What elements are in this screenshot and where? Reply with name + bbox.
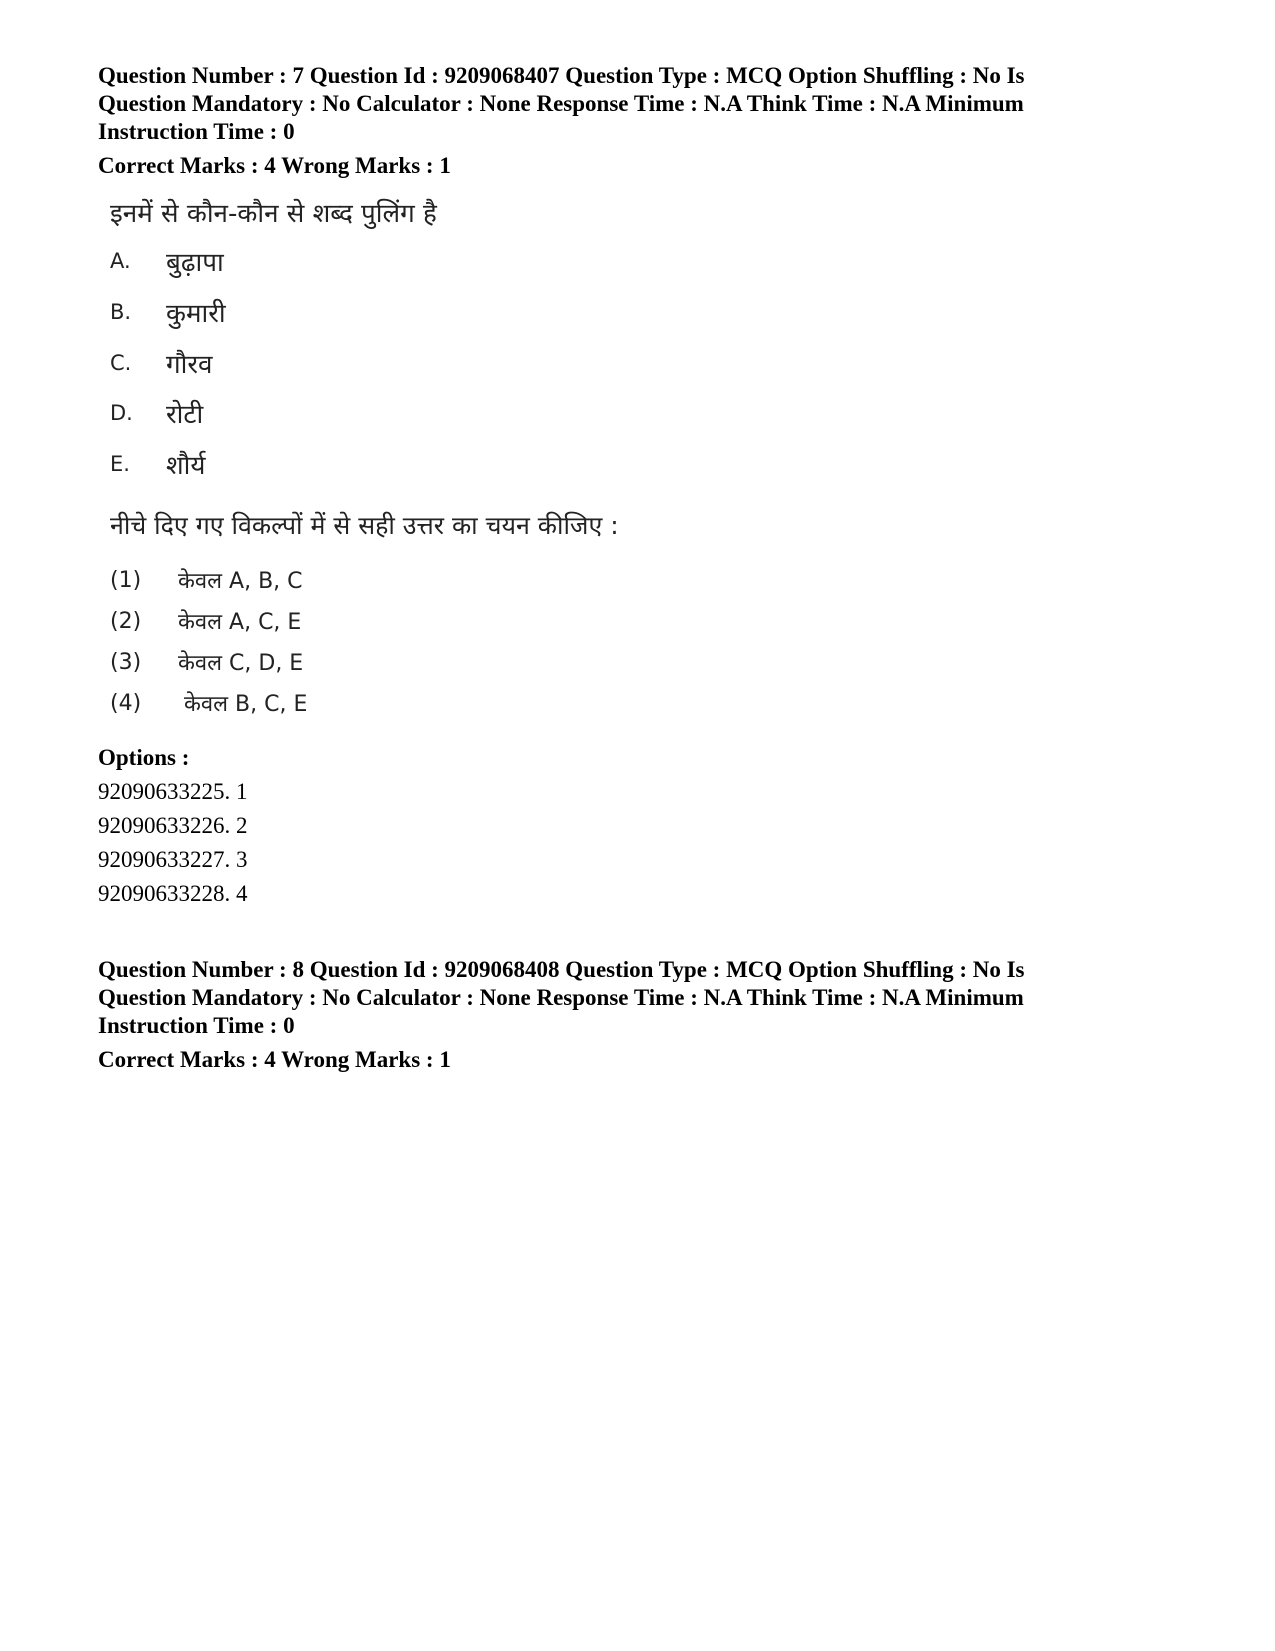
statement-word: गौरव [166, 350, 213, 380]
choice-1 [110, 563, 303, 597]
statement-letter: A. [110, 249, 131, 273]
statement-e [110, 447, 206, 481]
question-7-meta-line-3: Instruction Time : 0 [98, 119, 295, 144]
statement-word: रोटी [166, 400, 204, 430]
question-stem: इनमें से कौन-कौन से शब्द पुलिंग है [110, 199, 437, 229]
choice-number: (4) [110, 690, 142, 716]
choice-3 [110, 645, 303, 679]
question-instruction: नीचे दिए गए विकल्पों में से सही उत्तर का चयन कीजिए : [110, 511, 619, 540]
choice-text: केवल A, B, C [178, 569, 303, 594]
choice-text: केवल B, C, E [184, 692, 308, 717]
statement-word: शौर्य [166, 451, 206, 481]
question-7-meta-line-1: Question Number : 7 Question Id : 9209068407 Question Type : MCQ Option Shuffling : No Is [98, 63, 1025, 88]
question-8-meta [98, 956, 1108, 1040]
question-8-meta-line-3: Instruction Time : 0 [98, 1013, 295, 1038]
options-heading: Options : [98, 745, 190, 770]
option-row: 92090633225. 1 [98, 779, 248, 804]
choice-2 [110, 604, 301, 638]
statement-word: कुमारी [166, 299, 226, 329]
question-7-meta [98, 62, 1108, 146]
choice-text: केवल C, D, E [178, 651, 304, 676]
statement-letter: B. [110, 300, 132, 324]
choice-number: (1) [110, 567, 142, 593]
question-8-marks: Correct Marks : 4 Wrong Marks : 1 [98, 1047, 451, 1072]
choice-number: (2) [110, 608, 142, 634]
question-8-meta-line-1: Question Number : 8 Question Id : 9209068408 Question Type : MCQ Option Shuffling : No Is [98, 957, 1025, 982]
statement-letter: C. [110, 351, 132, 375]
question-8-meta-line-2: Question Mandatory : No Calculator : None Response Time : N.A Think Time : N.A Minimum [98, 985, 1024, 1010]
statement-b [110, 295, 226, 329]
statement-d [110, 396, 203, 430]
statement-a [110, 244, 224, 278]
choice-4 [110, 686, 307, 720]
statement-letter: E. [110, 452, 130, 476]
option-row: 92090633228. 4 [98, 881, 248, 906]
option-row: 92090633227. 3 [98, 847, 248, 872]
question-7-meta-line-2: Question Mandatory : No Calculator : None Response Time : N.A Think Time : N.A Minimum [98, 91, 1024, 116]
statement-c [110, 346, 212, 380]
statement-word: बुढ़ापा [166, 248, 224, 278]
option-row: 92090633226. 2 [98, 813, 248, 838]
choice-number: (3) [110, 649, 142, 675]
statement-letter: D. [110, 401, 133, 425]
question-7-marks: Correct Marks : 4 Wrong Marks : 1 [98, 153, 451, 178]
question-7-image [98, 188, 638, 738]
choice-text: केवल A, C, E [178, 610, 302, 635]
